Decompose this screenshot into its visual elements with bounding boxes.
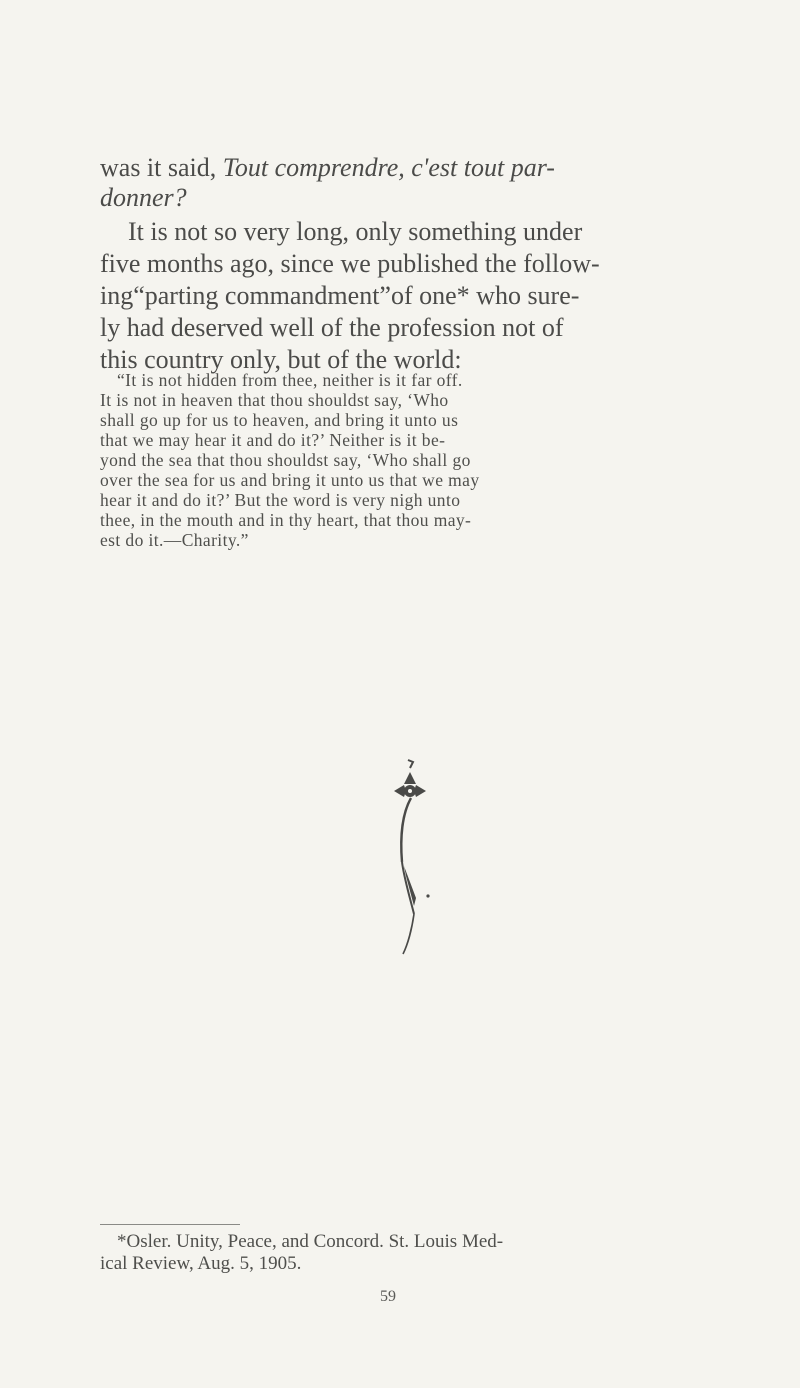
quote-line: yond the sea that thou shouldst say, ‘Who shall go — [100, 450, 471, 470]
body-line-4: five months ago, since we published the follow- — [100, 249, 600, 278]
footnote-line-2: ical Review, Aug. 5, 1905. — [100, 1253, 302, 1274]
body-line-5: ing“parting commandment”of one* who sure- — [100, 281, 580, 310]
body-line-2: donner? — [100, 183, 187, 212]
body-line-7: this country only, but of the world: — [100, 345, 462, 374]
quote-line: thee, in the mouth and in thy heart, that thou may- — [100, 510, 472, 530]
footnote-divider — [100, 1224, 240, 1225]
body-line-1-prefix: was it said, — [100, 153, 223, 182]
body-line-3: It is not so very long, only something under — [128, 217, 583, 246]
quote-line: that we may hear it and do it?’ Neither is it be- — [100, 430, 446, 450]
fleuron-ornament-icon — [380, 758, 440, 958]
body-line-1 — [100, 153, 555, 183]
quote-line: over the sea for us and bring it unto us that we may — [100, 470, 480, 490]
body-line-6: ly had deserved well of the profession not of — [100, 313, 564, 342]
footnote-line-1: *Osler. Unity, Peace, and Concord. St. Louis Med- — [117, 1231, 504, 1252]
quote-line: It is not in heaven that thou shouldst say, ‘Who — [100, 390, 449, 410]
quote-line: “It is not hidden from thee, neither is it far off. — [117, 370, 463, 390]
quote-line: hear it and do it?’ But the word is very nigh unto — [100, 490, 461, 510]
quote-line: shall go up for us to heaven, and bring it unto us — [100, 410, 459, 430]
page-number: 59 — [380, 1288, 396, 1305]
french-quote: Tout comprendre, c'est tout par- — [222, 153, 555, 182]
quote-line: est do it.—Charity.” — [100, 530, 249, 550]
